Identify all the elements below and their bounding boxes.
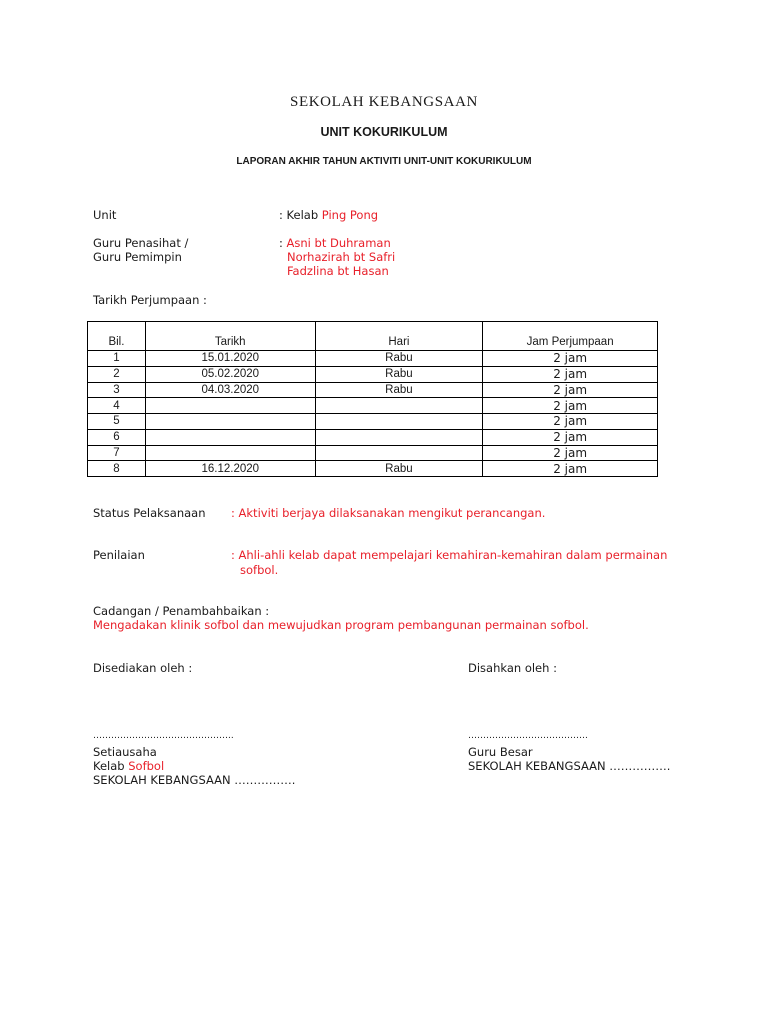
status-label: Status Pelaksanaan xyxy=(93,506,206,520)
suggestion-value: Mengadakan klinik sofbol dan mewujudkan program pembangunan permainan sofbol. xyxy=(93,618,589,632)
cell-bil: 1 xyxy=(88,351,146,367)
approved-role: Guru Besar xyxy=(468,745,533,759)
approved-signature-line: …………………………………. xyxy=(468,731,588,741)
cell-tarikh xyxy=(145,429,315,445)
cell-tarikh xyxy=(145,398,315,414)
advisor-label-2: Guru Pemimpin xyxy=(93,250,182,264)
cell-hari xyxy=(315,445,483,461)
advisor-label-1: Guru Penasihat / xyxy=(93,236,189,250)
header-jam: Jam Perjumpaan xyxy=(483,322,658,351)
unit-prefix: : Kelab xyxy=(279,208,322,222)
cell-hari: Rabu xyxy=(315,351,483,367)
cell-bil: 6 xyxy=(88,429,146,445)
cell-hari: Rabu xyxy=(315,366,483,382)
cell-hari: Rabu xyxy=(315,461,483,477)
cell-tarikh xyxy=(145,445,315,461)
cell-jam: 2 jam xyxy=(483,351,658,367)
cell-jam: 2 jam xyxy=(483,445,658,461)
approved-by-label: Disahkan oleh : xyxy=(468,661,557,675)
table-row xyxy=(88,366,658,382)
cell-hari xyxy=(315,414,483,430)
suggestion-label: Cadangan / Penambahbaikan : xyxy=(93,604,270,618)
meeting-table xyxy=(87,321,658,477)
advisor-name: Asni bt Duhraman xyxy=(286,236,391,250)
unit-title: UNIT KOKURIKULUM xyxy=(320,125,448,139)
table-row xyxy=(88,414,658,430)
status-value: : Aktiviti berjaya dilaksanakan mengikut perancangan. xyxy=(231,506,546,520)
unit-label: Unit xyxy=(93,208,117,222)
cell-bil: 7 xyxy=(88,445,146,461)
approved-school: SEKOLAH KEBANGSAAN ……………. xyxy=(468,759,671,773)
header-hari: Hari xyxy=(315,322,483,351)
header-tarikh: Tarikh xyxy=(145,322,315,351)
unit-field xyxy=(279,208,378,222)
meeting-date-label: Tarikh Perjumpaan : xyxy=(93,293,207,307)
cell-tarikh: 16.12.2020 xyxy=(145,461,315,477)
cell-bil: 8 xyxy=(88,461,146,477)
cell-jam: 2 jam xyxy=(483,382,658,398)
table-row xyxy=(88,445,658,461)
advisor-line-1 xyxy=(279,236,391,250)
prepared-signature-line: ……………………………………….. xyxy=(93,731,234,741)
prepared-by-label: Disediakan oleh : xyxy=(93,661,193,675)
advisor-name: Norhazirah bt Safri xyxy=(287,250,396,264)
cell-bil: 3 xyxy=(88,382,146,398)
table-row xyxy=(88,398,658,414)
table-row xyxy=(88,382,658,398)
table-row xyxy=(88,351,658,367)
cell-bil: 2 xyxy=(88,366,146,382)
cell-jam: 2 jam xyxy=(483,398,658,414)
table-row xyxy=(88,461,658,477)
table-header-row xyxy=(88,322,658,351)
prepared-club-prefix: Kelab xyxy=(93,759,129,773)
cell-tarikh xyxy=(145,414,315,430)
assessment-value-line1: : Ahli-ahli kelab dapat mempelajari kemahiran-kemahiran dalam permainan xyxy=(231,548,668,562)
unit-value: Ping Pong xyxy=(321,208,379,222)
header-bil: Bil. xyxy=(88,322,146,351)
cell-jam: 2 jam xyxy=(483,366,658,382)
cell-tarikh: 05.02.2020 xyxy=(145,366,315,382)
cell-tarikh: 15.01.2020 xyxy=(145,351,315,367)
prepared-school: SEKOLAH KEBANGSAAN ……………. xyxy=(93,773,296,787)
school-title: SEKOLAH KEBANGSAAN xyxy=(290,94,478,110)
table-row xyxy=(88,429,658,445)
cell-hari xyxy=(315,429,483,445)
advisor-name: Fadzlina bt Hasan xyxy=(287,264,389,278)
cell-jam: 2 jam xyxy=(483,414,658,430)
cell-jam: 2 jam xyxy=(483,461,658,477)
cell-hari: Rabu xyxy=(315,382,483,398)
prepared-club xyxy=(93,759,164,773)
cell-hari xyxy=(315,398,483,414)
assessment-label: Penilaian xyxy=(93,548,145,562)
cell-bil: 5 xyxy=(88,414,146,430)
prepared-role: Setiausaha xyxy=(93,745,157,759)
prepared-club-value: Sofbol xyxy=(128,759,165,773)
assessment-value-line2: sofbol. xyxy=(240,563,279,577)
report-title: LAPORAN AKHIR TAHUN AKTIVITI UNIT-UNIT KOKURIKULUM xyxy=(236,156,532,167)
cell-bil: 4 xyxy=(88,398,146,414)
cell-tarikh: 04.03.2020 xyxy=(145,382,315,398)
advisor-colon: : xyxy=(279,236,287,250)
cell-jam: 2 jam xyxy=(483,429,658,445)
